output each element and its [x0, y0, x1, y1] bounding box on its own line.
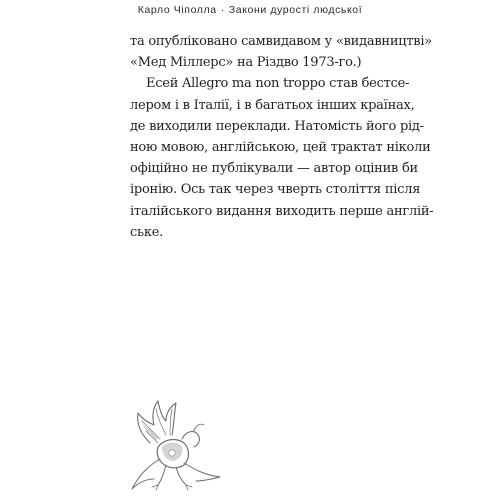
body-text	[130, 31, 434, 243]
text-line: італійського видання виходить перше англій-	[130, 203, 434, 219]
header-title: Закони дурості людської	[228, 4, 363, 16]
text-line: офіційно не публікували — автор оцінив би	[130, 161, 418, 177]
header-author: Карло Чіполла	[137, 4, 217, 16]
running-header	[0, 4, 500, 16]
text-line: ське.	[130, 224, 164, 240]
text-line: та опубліковано самвидавом у «видавництві»	[130, 34, 432, 49]
text-line: ною мовою, англійською, цей трактат ніколи	[130, 140, 431, 156]
text-line: лером і в Італії, і в багатьох інших країнах,	[130, 97, 415, 113]
text-line: Есей Allegro ma non troppo став бестсе-	[146, 76, 410, 92]
header-separator: ·	[220, 4, 225, 16]
text-line: де виходили переклади. Натомість його рід-	[130, 118, 424, 134]
winged-creature-illustration-icon	[128, 395, 228, 500]
text-line: «Мед Міллерс» на Різдво 1973-го.)	[130, 55, 362, 71]
text-line: іронію. Ось так через чверть століття після	[130, 182, 421, 198]
